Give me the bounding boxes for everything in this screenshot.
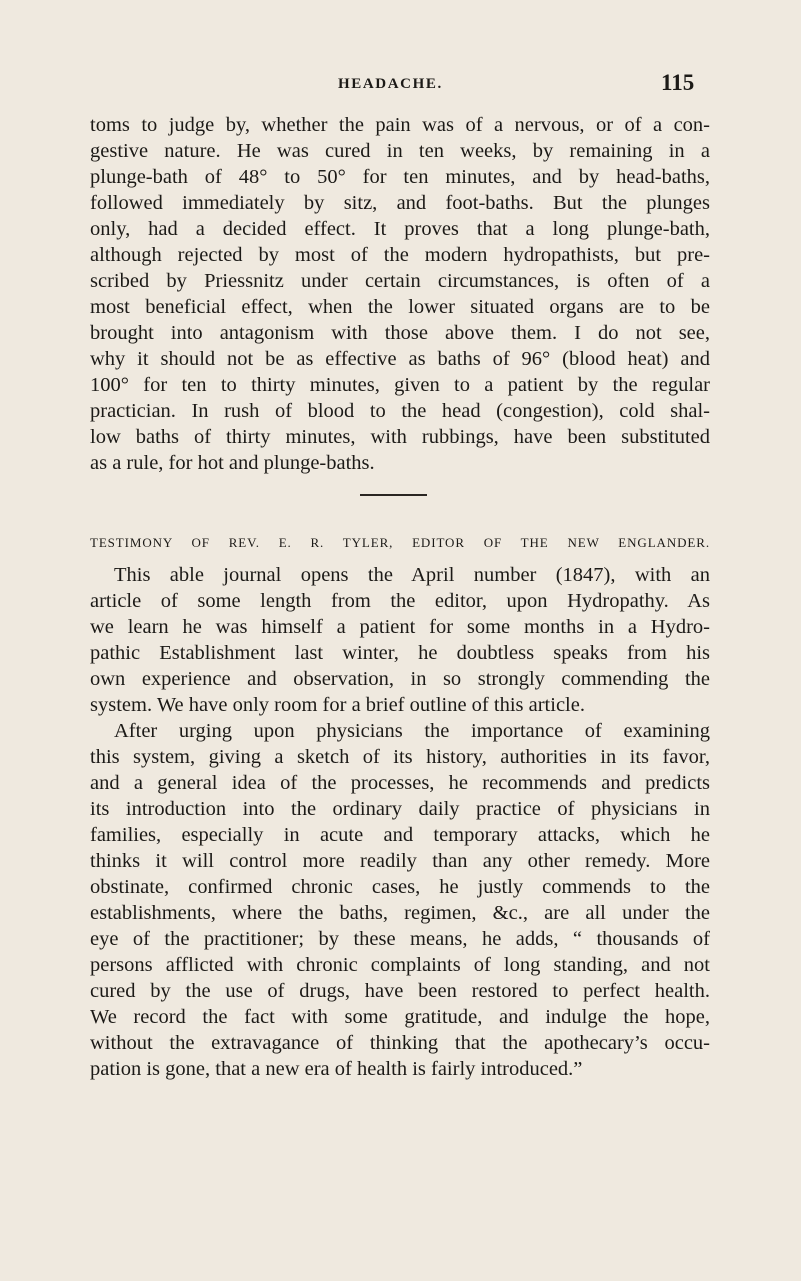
text-line: After urging upon physicians the importance of examining: [114, 720, 710, 742]
text-line: most beneficial effect, when the lower situated organs are to be: [90, 296, 710, 318]
text-line: cured by the use of drugs, have been restored to perfect health.: [90, 980, 710, 1002]
section-heading: TESTIMONY OF REV. E. R. TYLER, EDITOR OF THE NEW ENGLANDER.: [90, 535, 710, 550]
testimony-body: [90, 562, 710, 1082]
text-line: gestive nature. He was cured in ten weeks, by remaining in a: [90, 140, 710, 162]
text-line: practician. In rush of blood to the head (congestion), cold shal-: [90, 400, 710, 422]
text-line: own experience and observation, in so strongly commending the: [90, 668, 710, 690]
text-line: persons afflicted with chronic complaints of long standing, and not: [90, 954, 710, 976]
text-line: obstinate, confirmed chronic cases, he justly commends to the: [90, 876, 710, 898]
text-line: This able journal opens the April number (1847), with an: [114, 564, 710, 586]
text-line: eye of the practitioner; by these means, he adds, “ thousands of: [90, 928, 710, 950]
text-line: as a rule, for hot and plunge-baths.: [90, 452, 375, 474]
text-line: toms to judge by, whether the pain was of a nervous, or of a con-: [90, 114, 710, 136]
text-line: establishments, where the baths, regimen, &c., are all under the: [90, 902, 710, 924]
text-line: why it should not be as effective as baths of 96° (blood heat) and: [90, 348, 710, 370]
text-line: system. We have only room for a brief outline of this article.: [90, 694, 585, 716]
text-line: article of some length from the editor, upon Hydropathy. As: [90, 590, 710, 612]
text-line: thinks it will control more readily than any other remedy. More: [90, 850, 710, 872]
text-line: although rejected by most of the modern hydropathists, but pre-: [90, 244, 710, 266]
page-number: 115: [661, 70, 695, 95]
text-line: pathic Establishment last winter, he doubtless speaks from his: [90, 642, 710, 664]
section-divider: [360, 494, 427, 496]
text-line: brought into antagonism with those above them. I do not see,: [90, 322, 710, 344]
text-line: we learn he was himself a patient for some months in a Hydro-: [90, 616, 710, 638]
text-line: only, had a decided effect. It proves that a long plunge-bath,: [90, 218, 710, 240]
running-title: HEADACHE.: [338, 76, 443, 92]
text-line: scribed by Priessnitz under certain circumstances, is often of a: [90, 270, 710, 292]
text-line: plunge-bath of 48° to 50° for ten minutes, and by head-baths,: [90, 166, 710, 188]
text-line: followed immediately by sitz, and foot-baths. But the plunges: [90, 192, 710, 214]
text-line: without the extravagance of thinking that the apothecary’s occu-: [90, 1032, 710, 1054]
text-line: low baths of thirty minutes, with rubbings, have been substituted: [90, 426, 710, 448]
paragraph-headache-case: [90, 112, 710, 476]
text-line: families, especially in acute and temporary attacks, which he: [90, 824, 710, 846]
text-line: 100° for ten to thirty minutes, given to a patient by the regular: [90, 374, 710, 396]
text-line: and a general idea of the processes, he recommends and predicts: [90, 772, 710, 794]
text-line: its introduction into the ordinary daily practice of physicians in: [90, 798, 710, 820]
text-line: pation is gone, that a new era of health is fairly introduced.”: [90, 1058, 583, 1080]
text-line: this system, giving a sketch of its history, authorities in its favor,: [90, 746, 710, 768]
text-line: We record the fact with some gratitude, and indulge the hope,: [90, 1006, 710, 1028]
